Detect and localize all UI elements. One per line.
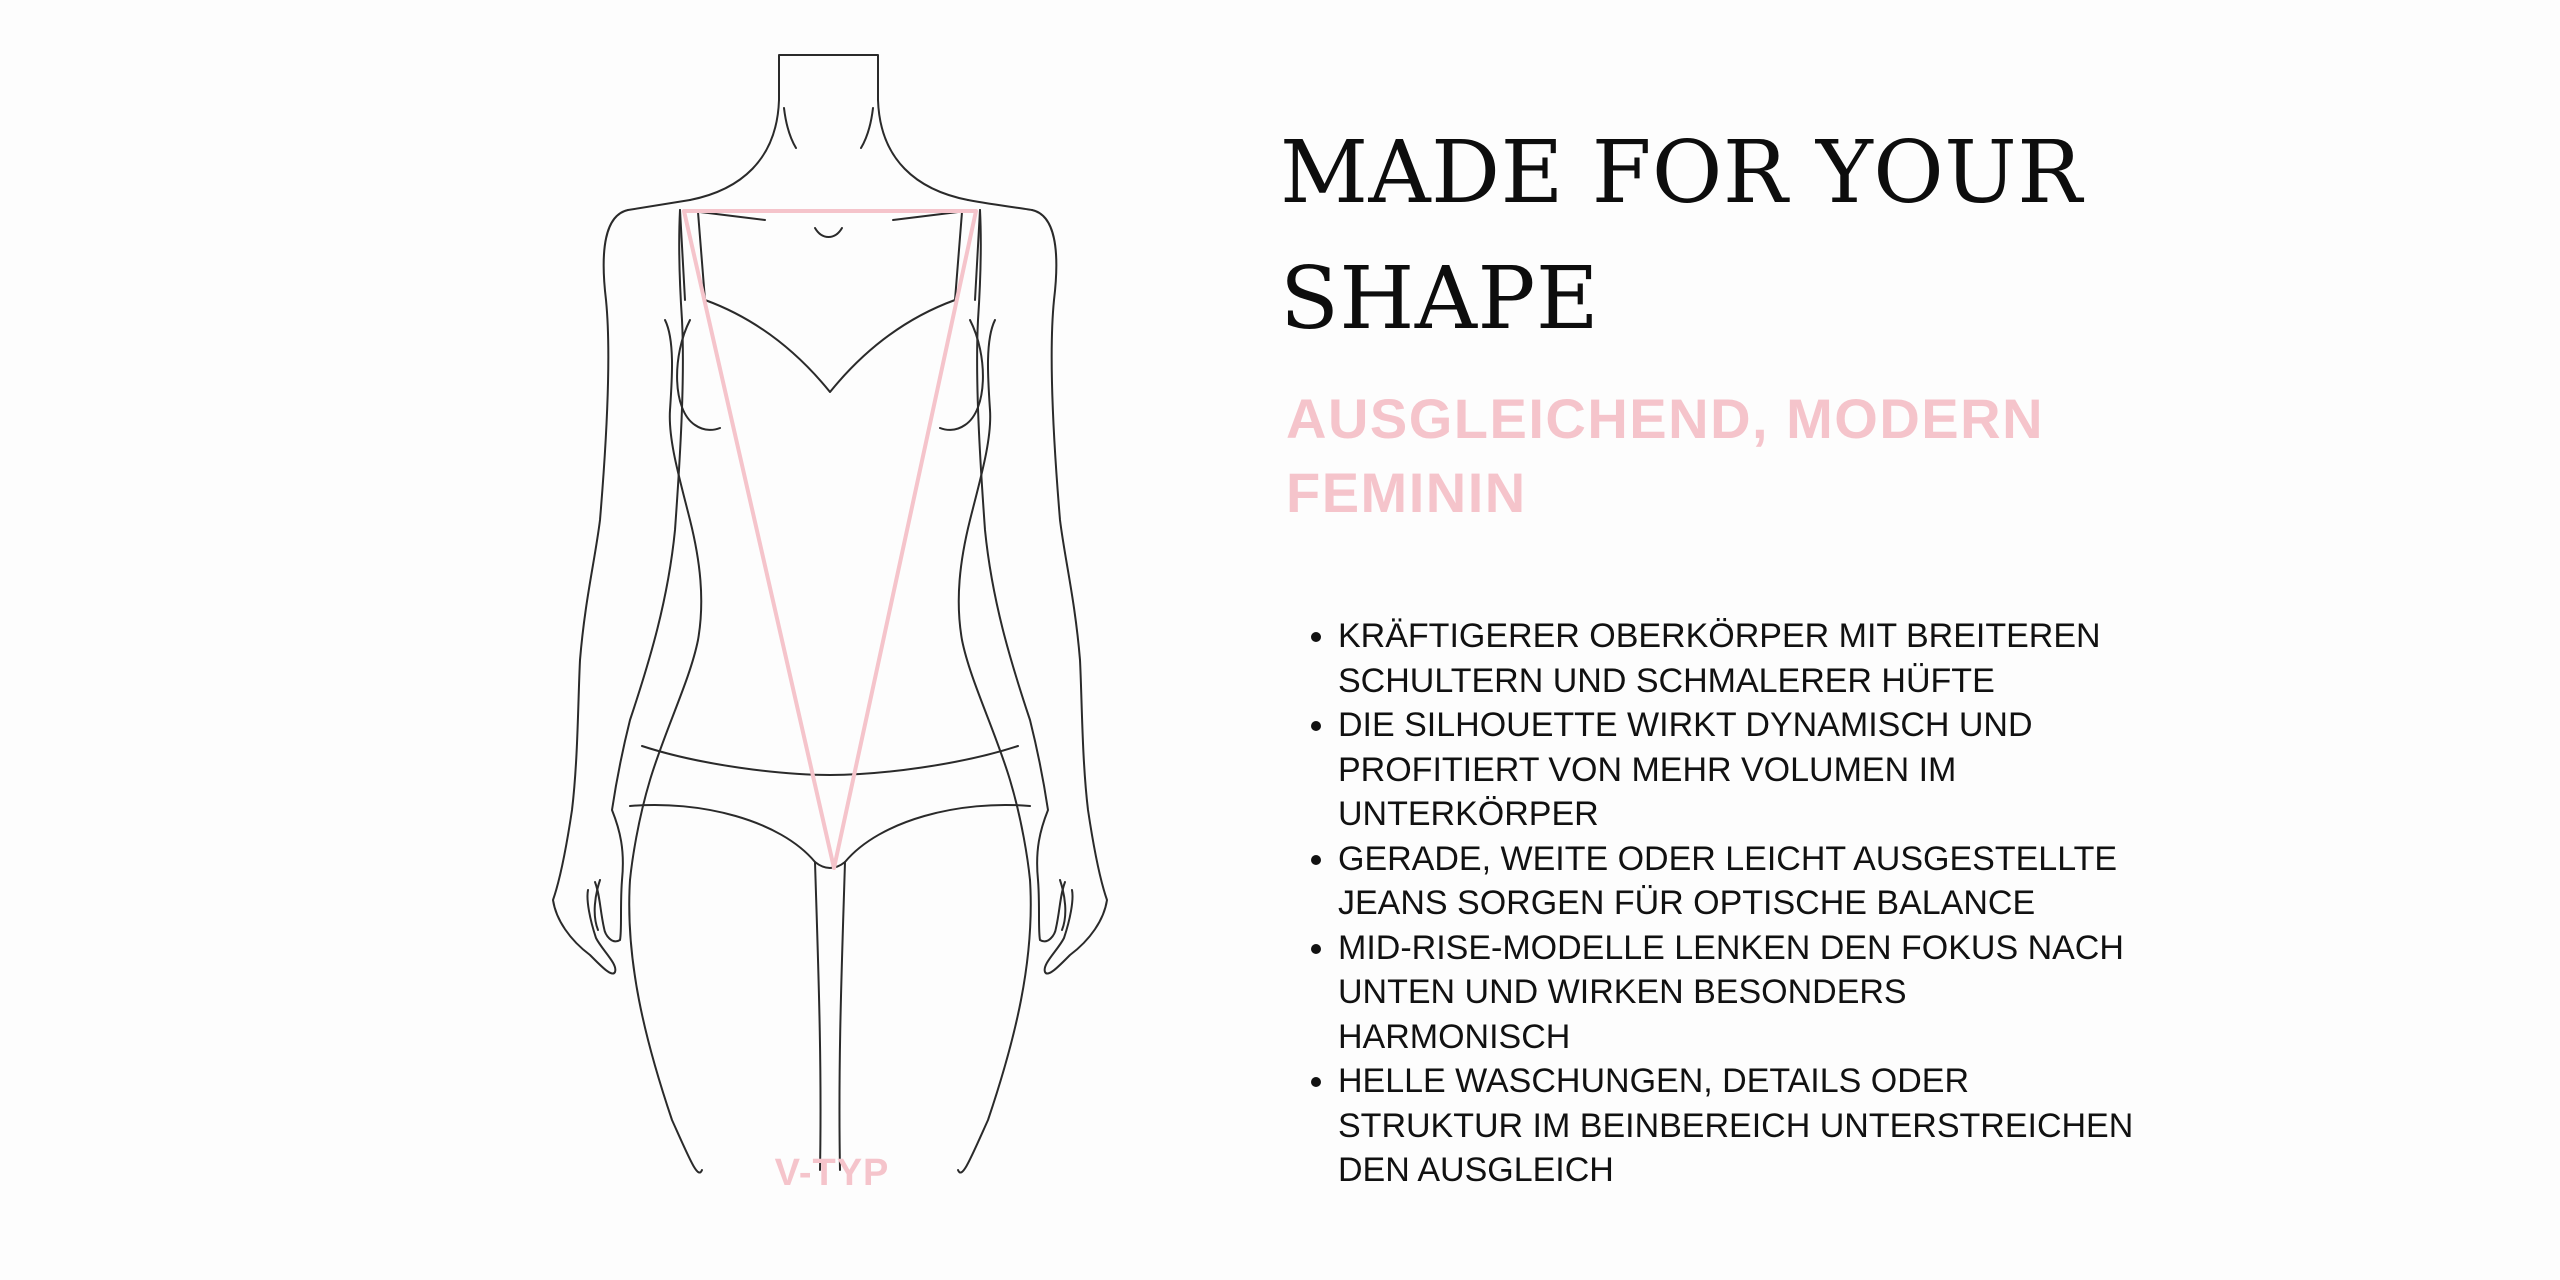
arm-right-outer (1032, 210, 1107, 974)
subtitle (1286, 382, 2186, 530)
body-shape-illustration (540, 40, 1120, 1180)
neck-outline (779, 55, 878, 100)
leg-left (629, 880, 702, 1173)
title-line-2: SHAPE (1280, 249, 1600, 349)
list-item: • MID-RISE-MODELLE LENKEN DEN FOKUS NACH UNTEN UND WIRKEN BESONDERS HARMONISCH (1338, 926, 2138, 1060)
neck-right (878, 100, 968, 200)
shoulder-left (628, 200, 690, 210)
list-item: • HELLE WASCHUNGEN, DETAILS ODER STRUKTUR IM BEINBEREICH UNTERSTREICHEN DEN AUSGLEICH (1338, 1059, 2138, 1193)
neck-left (690, 100, 779, 200)
subtitle-line-2: FEMININ (1286, 461, 1527, 524)
shape-type-label: V-TYP (774, 1152, 890, 1194)
page-title (1280, 110, 2180, 362)
torso-right (959, 320, 1030, 880)
arm-left-outer (553, 210, 628, 974)
list-item: • DIE SILHOUETTE WIRKT DYNAMISCH UND PROFITIERT VON MEHR VOLUMEN IM UNTERKÖRPER (1338, 703, 2138, 837)
list-item: • KRÄFTIGERER OBERKÖRPER MIT BREITEREN SCHULTERN UND SCHMALERER HÜFTE (1338, 614, 2138, 703)
leg-right (958, 880, 1031, 1173)
feature-list (1296, 614, 2138, 1193)
bust-line (705, 300, 955, 392)
list-item: • GERADE, WEITE ODER LEICHT AUSGESTELLTE JEANS SORGEN FÜR OPTISCHE BALANCE (1338, 837, 2138, 926)
subtitle-line-1: AUSGLEICHEND, MODERN (1286, 387, 2045, 450)
torso-left (630, 320, 701, 880)
waistband-top (642, 746, 1018, 775)
title-line-1: MADE FOR YOUR (1280, 123, 2083, 223)
shoulder-right (968, 200, 1032, 210)
